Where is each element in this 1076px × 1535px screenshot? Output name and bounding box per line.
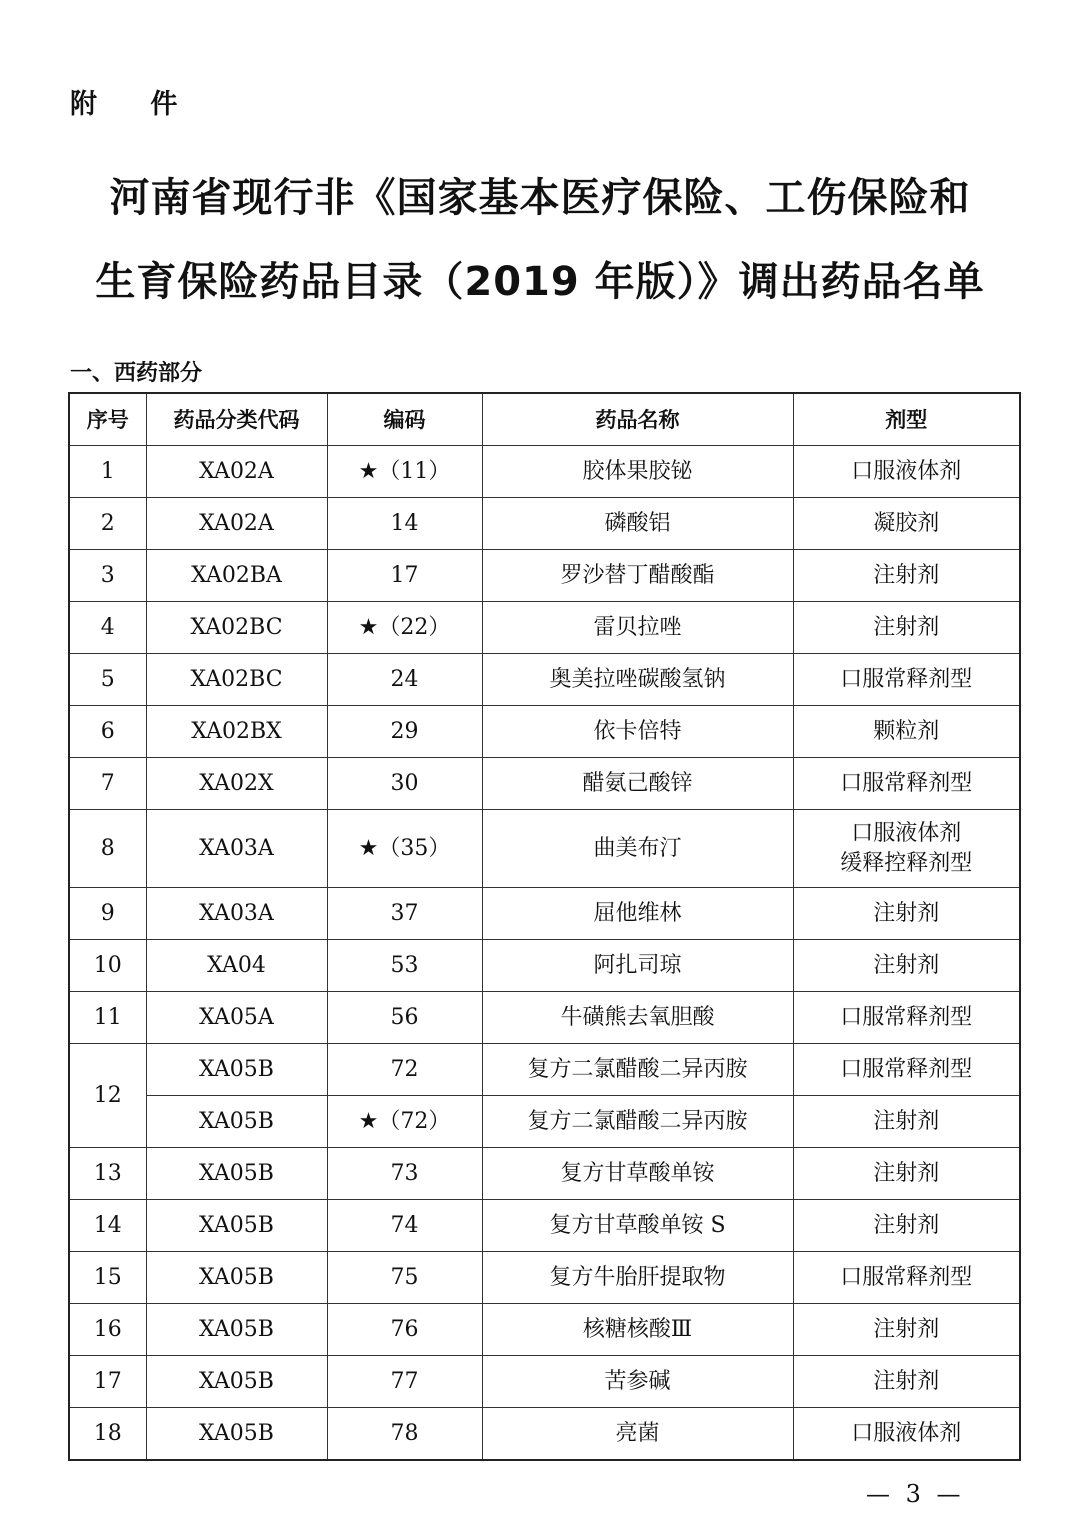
table-row [69, 1096, 1020, 1148]
dosage-form-line: 口服液体剂 [851, 1420, 962, 1446]
cell-dosage-form [793, 1096, 1020, 1148]
cell-class-code: XA05B [146, 1356, 327, 1408]
cell-dosage-form [793, 940, 1020, 992]
cell-class-code: XA02BA [146, 550, 327, 602]
table-row [69, 1044, 1020, 1096]
cell-class-code: XA02BX [146, 706, 327, 758]
cell-dosage-form [793, 654, 1020, 706]
cell-code: 14 [327, 498, 482, 550]
cell-drug-name: 胶体果胶铋 [482, 446, 793, 498]
cell-serial-no: 6 [69, 706, 146, 758]
table-row [69, 498, 1020, 550]
cell-class-code: XA05A [146, 992, 327, 1044]
cell-code: 77 [327, 1356, 482, 1408]
cell-dosage-form [793, 1148, 1020, 1200]
cell-drug-name: 亮菌 [482, 1408, 793, 1461]
dosage-form-line: 口服常释剂型 [840, 1004, 973, 1030]
cell-code: ★（35） [327, 810, 482, 888]
cell-drug-name: 核糖核酸Ⅲ [482, 1304, 793, 1356]
header-class-code: 药品分类代码 [146, 393, 327, 446]
cell-serial-no: 18 [69, 1408, 146, 1461]
table-row [69, 602, 1020, 654]
cell-serial-no: 17 [69, 1356, 146, 1408]
cell-dosage-form [793, 1356, 1020, 1408]
cell-drug-name: 复方甘草酸单铵 [482, 1148, 793, 1200]
cell-serial-no: 1 [69, 446, 146, 498]
cell-serial-no: 2 [69, 498, 146, 550]
table-row [69, 992, 1020, 1044]
dosage-form-line: 口服液体剂 [851, 820, 962, 846]
cell-dosage-form [793, 550, 1020, 602]
cell-dosage-form [793, 498, 1020, 550]
dosage-form-line: 凝胶剂 [873, 510, 940, 536]
cell-serial-no: 11 [69, 992, 146, 1044]
cell-code: 24 [327, 654, 482, 706]
cell-drug-name: 醋氨己酸锌 [482, 758, 793, 810]
cell-dosage-form [793, 1200, 1020, 1252]
cell-class-code: XA02BC [146, 654, 327, 706]
cell-drug-name: 复方二氯醋酸二异丙胺 [482, 1096, 793, 1148]
cell-code: 78 [327, 1408, 482, 1461]
cell-serial-no: 9 [69, 888, 146, 940]
dosage-form-line: 口服常释剂型 [840, 770, 973, 796]
cell-drug-name: 屈他维林 [482, 888, 793, 940]
cell-serial-no: 16 [69, 1304, 146, 1356]
cell-drug-name: 阿扎司琼 [482, 940, 793, 992]
cell-dosage-form [793, 888, 1020, 940]
table-body [69, 446, 1020, 1461]
dosage-form-line: 口服常释剂型 [840, 1264, 973, 1290]
cell-dosage-form [793, 1252, 1020, 1304]
dosage-form-line: 注射剂 [873, 1160, 940, 1186]
cell-class-code: XA02BC [146, 602, 327, 654]
dosage-form-line: 口服常释剂型 [840, 666, 973, 692]
cell-drug-name: 雷贝拉唑 [482, 602, 793, 654]
header-serial-no: 序号 [69, 393, 146, 446]
cell-class-code: XA05B [146, 1408, 327, 1461]
cell-serial-no: 3 [69, 550, 146, 602]
cell-drug-name: 牛磺熊去氧胆酸 [482, 992, 793, 1044]
cell-dosage-form [793, 758, 1020, 810]
cell-drug-name: 罗沙替丁醋酸酯 [482, 550, 793, 602]
cell-drug-name: 曲美布汀 [482, 810, 793, 888]
header-dosage-form: 剂型 [793, 393, 1020, 446]
cell-class-code: XA05B [146, 1096, 327, 1148]
attachment-label: 附 件 [70, 89, 200, 120]
dosage-form-line: 注射剂 [873, 900, 940, 926]
cell-dosage-form [793, 1408, 1020, 1461]
cell-class-code: XA04 [146, 940, 327, 992]
cell-class-code: XA05B [146, 1148, 327, 1200]
dosage-form-line: 注射剂 [873, 1108, 940, 1134]
cell-serial-no: 14 [69, 1200, 146, 1252]
cell-dosage-form [793, 1044, 1020, 1096]
table-row [69, 1408, 1020, 1461]
cell-serial-no: 13 [69, 1148, 146, 1200]
cell-class-code: XA05B [146, 1044, 327, 1096]
drug-table [68, 392, 1021, 1461]
cell-drug-name: 复方牛胎肝提取物 [482, 1252, 793, 1304]
cell-drug-name: 磷酸铝 [482, 498, 793, 550]
table-row [69, 1356, 1020, 1408]
dosage-form-line: 注射剂 [873, 952, 940, 978]
section-title: 一、西药部分 [70, 361, 203, 386]
cell-class-code: XA05B [146, 1304, 327, 1356]
table-row [69, 446, 1020, 498]
header-drug-name: 药品名称 [482, 393, 793, 446]
table-row [69, 810, 1020, 888]
dosage-form-line: 缓释控释剂型 [840, 850, 973, 876]
cell-serial-no: 8 [69, 810, 146, 888]
table-row [69, 1252, 1020, 1304]
cell-dosage-form [793, 992, 1020, 1044]
table-row [69, 1304, 1020, 1356]
cell-drug-name: 复方二氯醋酸二异丙胺 [482, 1044, 793, 1096]
table-header-row [69, 393, 1020, 446]
cell-code: 30 [327, 758, 482, 810]
cell-drug-name: 奥美拉唑碳酸氢钠 [482, 654, 793, 706]
cell-class-code: XA03A [146, 810, 327, 888]
cell-dosage-form [793, 810, 1020, 888]
cell-serial-no: 4 [69, 602, 146, 654]
dosage-form-line: 注射剂 [873, 1368, 940, 1394]
cell-code: 29 [327, 706, 482, 758]
document-title-line-2: 生育保险药品目录（2019 年版）》调出药品名单 [95, 259, 985, 305]
cell-drug-name: 依卡倍特 [482, 706, 793, 758]
cell-dosage-form [793, 446, 1020, 498]
table-row [69, 758, 1020, 810]
cell-code: 76 [327, 1304, 482, 1356]
table-row [69, 940, 1020, 992]
cell-code: 53 [327, 940, 482, 992]
cell-class-code: XA03A [146, 888, 327, 940]
cell-dosage-form [793, 602, 1020, 654]
cell-class-code: XA02A [146, 498, 327, 550]
cell-code: 74 [327, 1200, 482, 1252]
cell-code: 72 [327, 1044, 482, 1096]
header-code: 编码 [327, 393, 482, 446]
cell-class-code: XA05B [146, 1200, 327, 1252]
cell-dosage-form [793, 1304, 1020, 1356]
dosage-form-line: 注射剂 [873, 1316, 940, 1342]
cell-code: 56 [327, 992, 482, 1044]
cell-code: 37 [327, 888, 482, 940]
cell-dosage-form [793, 706, 1020, 758]
cell-code: ★（72） [327, 1096, 482, 1148]
cell-class-code: XA02A [146, 446, 327, 498]
dosage-form-line: 颗粒剂 [873, 718, 940, 744]
cell-code: 73 [327, 1148, 482, 1200]
cell-class-code: XA05B [146, 1252, 327, 1304]
dosage-form-line: 注射剂 [873, 614, 940, 640]
table-row [69, 706, 1020, 758]
table-row [69, 888, 1020, 940]
document-title-line-1: 河南省现行非《国家基本医疗保险、工伤保险和 [109, 175, 971, 221]
cell-code: 75 [327, 1252, 482, 1304]
cell-code: ★（11） [327, 446, 482, 498]
cell-drug-name: 苦参碱 [482, 1356, 793, 1408]
table-row [69, 654, 1020, 706]
cell-serial-no: 7 [69, 758, 146, 810]
table-row [69, 1148, 1020, 1200]
cell-code: 17 [327, 550, 482, 602]
cell-serial-no: 10 [69, 940, 146, 992]
cell-serial-no: 12 [69, 1044, 146, 1148]
cell-serial-no: 5 [69, 654, 146, 706]
cell-code: ★（22） [327, 602, 482, 654]
dosage-form-line: 注射剂 [873, 1212, 940, 1238]
cell-class-code: XA02X [146, 758, 327, 810]
page-number: — 3 — [866, 1480, 965, 1508]
dosage-form-line: 注射剂 [873, 562, 940, 588]
cell-serial-no: 15 [69, 1252, 146, 1304]
table-row [69, 550, 1020, 602]
dosage-form-line: 口服液体剂 [851, 458, 962, 484]
table-row [69, 1200, 1020, 1252]
dosage-form-line: 口服常释剂型 [840, 1056, 973, 1082]
cell-drug-name: 复方甘草酸单铵 S [482, 1200, 793, 1252]
